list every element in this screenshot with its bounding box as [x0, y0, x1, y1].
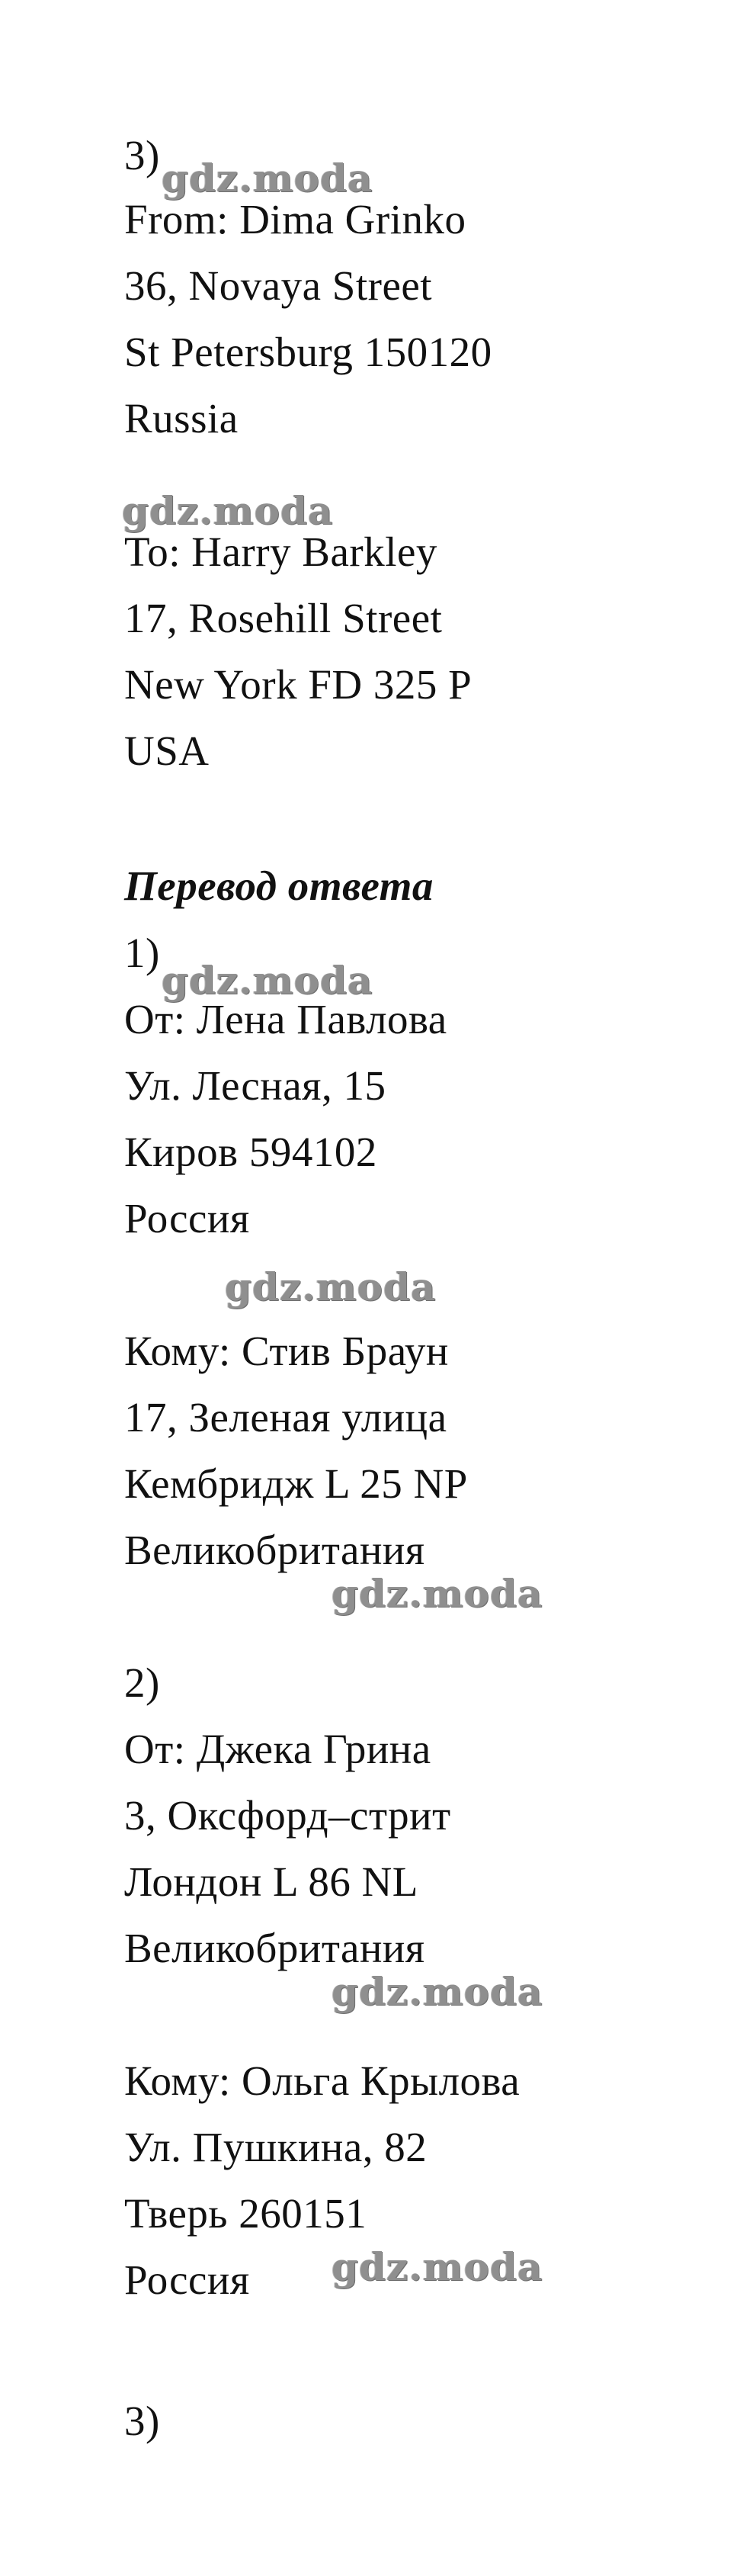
- from-line-name: From: Dima Grinko: [124, 196, 466, 243]
- from-line-street: 36, Novaya Street: [124, 262, 433, 309]
- from-line-city: Лондон L 86 NL: [124, 1858, 418, 1905]
- to-line-country: Великобритания: [124, 1527, 425, 1573]
- from-line-name: От: Джека Грина: [124, 1726, 431, 1772]
- item-number-3: 3): [124, 2398, 160, 2444]
- to-line-street: Ул. Пушкина, 82: [124, 2124, 428, 2170]
- watermark: gdz.moda: [122, 488, 334, 533]
- watermark: gdz.moda: [162, 958, 373, 1003]
- from-line-country: Великобритания: [124, 1925, 425, 1971]
- from-line-city: Киров 594102: [124, 1129, 377, 1175]
- watermark: gdz.moda: [162, 156, 373, 201]
- to-line-name: Кому: Стив Браун: [124, 1328, 449, 1374]
- from-line-name: От: Лена Павлова: [124, 996, 447, 1042]
- watermark: gdz.moda: [332, 2244, 543, 2289]
- translation-heading: Перевод ответа: [124, 862, 434, 909]
- from-line-country: Россия: [124, 1195, 250, 1241]
- from-line-street: 3, Оксфорд–стрит: [124, 1792, 451, 1839]
- from-line-city: St Petersburg 150120: [124, 329, 492, 375]
- to-line-street: 17, Зеленая улица: [124, 1394, 447, 1441]
- item-number-2: 2): [124, 1659, 160, 1706]
- from-line-country: Russia: [124, 395, 239, 442]
- to-line-city: New York FD 325 P: [124, 661, 472, 708]
- from-line-street: Ул. Лесная, 15: [124, 1062, 386, 1109]
- to-line-name: To: Harry Barkley: [124, 528, 437, 575]
- item-number-3: 3): [124, 132, 160, 178]
- watermark: gdz.moda: [332, 1969, 543, 2014]
- watermark: gdz.moda: [332, 1571, 543, 1616]
- to-line-name: Кому: Ольга Крылова: [124, 2057, 521, 2104]
- to-line-city: Кембридж L 25 NP: [124, 1460, 468, 1507]
- to-line-country: USA: [124, 728, 210, 774]
- watermark: gdz.moda: [225, 1264, 437, 1309]
- to-line-country: Россия: [124, 2256, 250, 2303]
- item-number-1: 1): [124, 930, 160, 976]
- to-line-street: 17, Rosehill Street: [124, 595, 443, 641]
- to-line-city: Тверь 260151: [124, 2190, 367, 2237]
